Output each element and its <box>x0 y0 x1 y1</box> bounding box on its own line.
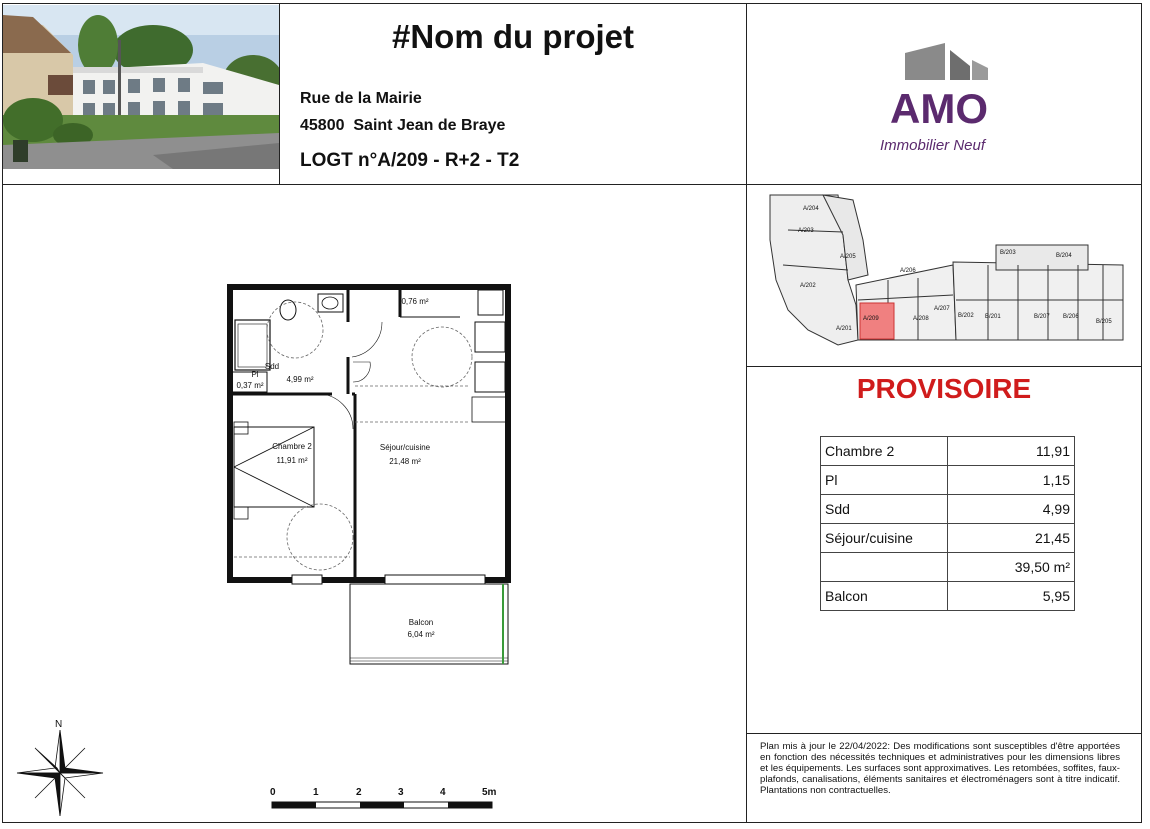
unit-label: A/206 <box>900 268 916 274</box>
unit-label: A/208 <box>913 316 929 322</box>
table-row <box>821 495 1075 524</box>
unit-label: B/207 <box>1034 314 1050 320</box>
unit-label: A/202 <box>800 283 816 289</box>
room-name: Sdd <box>264 362 280 371</box>
keyplan-divider <box>746 366 1142 367</box>
scale-tick: 4 <box>440 787 446 798</box>
room-area: 6,04 m² <box>407 630 435 639</box>
scale-bar <box>270 800 500 812</box>
unit-label: A/209 <box>863 316 879 322</box>
status-label: PROVISOIRE <box>856 373 1032 404</box>
surface-value: 5,95 <box>948 582 1075 611</box>
scale-tick: 3 <box>398 787 404 798</box>
unit-label: A/204 <box>803 206 819 212</box>
surface-label: Balcon <box>821 582 948 611</box>
table-row <box>821 524 1075 553</box>
surface-label: Séjour/cuisine <box>821 524 948 553</box>
floor-plan <box>220 282 520 672</box>
room-name: Séjour/cuisine <box>379 443 431 452</box>
scale-tick: 1 <box>313 787 319 798</box>
table-row <box>821 553 1075 582</box>
address-city: 45800 Saint Jean de Braye <box>300 117 506 134</box>
logo-brand: AMO <box>890 85 988 132</box>
surface-total: 39,50 m² <box>948 553 1075 582</box>
unit-label: A/203 <box>798 228 814 234</box>
scale-tick: 2 <box>356 787 362 798</box>
address-street: Rue de la Mairie <box>300 90 422 107</box>
surface-label <box>821 553 948 582</box>
unit-label: B/204 <box>1056 253 1072 259</box>
surface-value: 11,91 <box>948 437 1075 466</box>
amo-logo <box>870 38 1020 163</box>
scale-tick: 5m <box>482 787 497 798</box>
north-label: N <box>55 719 63 730</box>
project-title: #Nom du projet <box>391 18 634 55</box>
room-area: 11,91 m² <box>276 456 308 465</box>
unit-label: A/205 <box>840 254 856 260</box>
surface-value: 21,45 <box>948 524 1075 553</box>
compass-rose-icon <box>15 728 105 818</box>
unit-label: B/205 <box>1096 319 1112 325</box>
surface-value: 4,99 <box>948 495 1075 524</box>
room-area: 0,76 m² <box>401 297 429 306</box>
surface-label: Pl <box>821 466 948 495</box>
key-plan <box>748 190 1140 362</box>
unit-label: A/207 <box>934 306 950 312</box>
logo-tagline: Immobilier Neuf <box>880 137 986 154</box>
unit-label: B/206 <box>1063 314 1079 320</box>
surface-label: Chambre 2 <box>821 437 948 466</box>
unit-label: B/203 <box>1000 250 1016 256</box>
room-name: Balcon <box>408 618 434 627</box>
building-photo <box>3 5 279 169</box>
unit-label: B/201 <box>985 314 1001 320</box>
room-name: Chambre 2 <box>272 442 312 451</box>
table-row <box>821 437 1075 466</box>
room-area: 0,37 m² <box>236 381 264 390</box>
scale-tick: 0 <box>270 787 276 798</box>
logo-building-icon <box>905 43 945 80</box>
logement-id: LOGT n°A/209 - R+2 - T2 <box>300 150 520 171</box>
room-name: Pl <box>251 370 259 379</box>
disclaimer-note: Plan mis à jour le 22/04/2022: Des modifications sont susceptibles d'être apportées en fonction des nécessités techniques et administratives pour les dimensions libres et les équipements. Les surfaces sont approximatives. Les retombées, soffites, faux-plafonds, canalisations, éléments sanitaires et électroménagers sont à titre indicatif. Plantations non contractuelles. <box>760 741 1120 796</box>
surface-value: 1,15 <box>948 466 1075 495</box>
surface-label: Sdd <box>821 495 948 524</box>
unit-label: B/202 <box>958 313 974 319</box>
room-area: 21,48 m² <box>389 457 421 466</box>
table-row <box>821 582 1075 611</box>
unit-label: A/201 <box>836 326 852 332</box>
room-area: 4,99 m² <box>286 375 314 384</box>
note-divider <box>746 733 1142 734</box>
table-row <box>821 466 1075 495</box>
surface-table <box>820 436 1075 611</box>
